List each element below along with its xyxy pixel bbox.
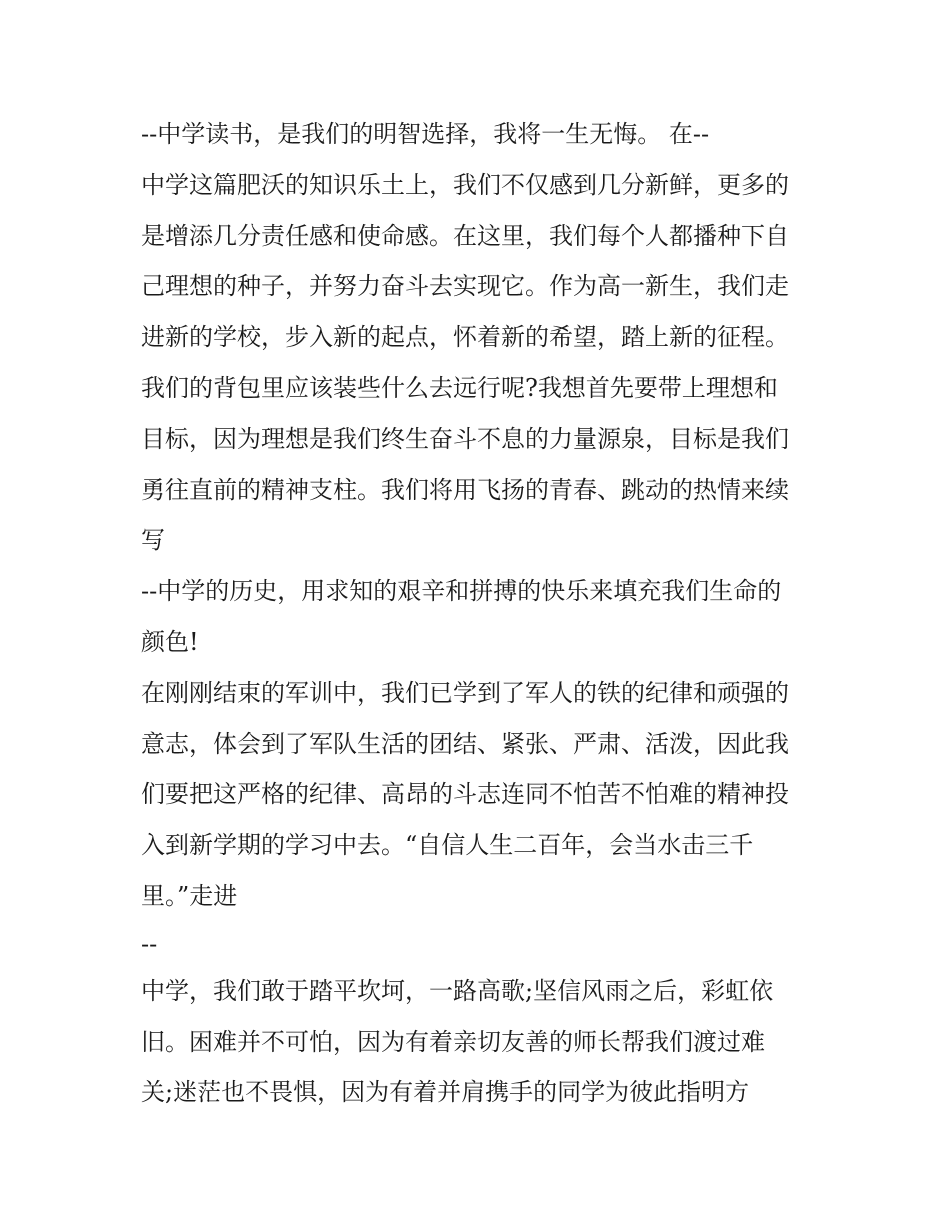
text-line: 里。”走进	[141, 881, 238, 910]
text-line: 们要把这严格的纪律、高昂的斗志连同不怕苦不怕难的精神投	[141, 780, 789, 809]
text-line: 是增添几分责任感和使命感。在这里，我们每个人都播种下自	[141, 221, 789, 250]
text-line: 中学这篇肥沃的知识乐土上，我们不仅感到几分新鲜，更多的	[141, 170, 789, 199]
document-body	[141, 109, 831, 1118]
text-line: 旧。困难并不可怕，因为有着亲切友善的师长帮我们渡过难	[141, 1027, 765, 1056]
text-line: 进新的学校，步入新的起点，怀着新的希望，踏上新的征程。	[141, 323, 789, 352]
text-line: 写	[141, 526, 165, 555]
text-line: --中学读书，是我们的明智选择，我将一生无悔。 在--	[141, 120, 710, 148]
text-line: --中学的历史，用求知的艰辛和拼搏的快乐来填充我们生命的	[141, 577, 782, 606]
text-line: 入到新学期的学习中去。“自信人生二百年，会当水击三千	[141, 831, 754, 860]
text-line: 中学，我们敢于踏平坎坷，一路高歌;坚信风雨之后，彩虹依	[141, 976, 774, 1005]
text-line: 颜色!	[141, 627, 199, 656]
text-line: 意志，体会到了军队生活的团结、紧张、严肃、活泼，因此我	[141, 729, 789, 758]
text-line: 我们的背包里应该装些什么去远行呢?我想首先要带上理想和	[141, 373, 778, 402]
text-line: 己理想的种子，并努力奋斗去实现它。作为高一新生，我们走	[141, 272, 789, 301]
text-line: 在刚刚结束的军训中，我们已学到了军人的铁的纪律和顽强的	[141, 678, 789, 707]
text-line: 目标，因为理想是我们终生奋斗不息的力量源泉，目标是我们	[141, 424, 789, 453]
text-line: 勇往直前的精神支柱。我们将用飞扬的青春、跳动的热情来续	[141, 475, 789, 504]
text-line: --	[141, 929, 158, 958]
text-line: 关;迷茫也不畏惧，因为有着并肩携手的同学为彼此指明方	[141, 1078, 750, 1107]
